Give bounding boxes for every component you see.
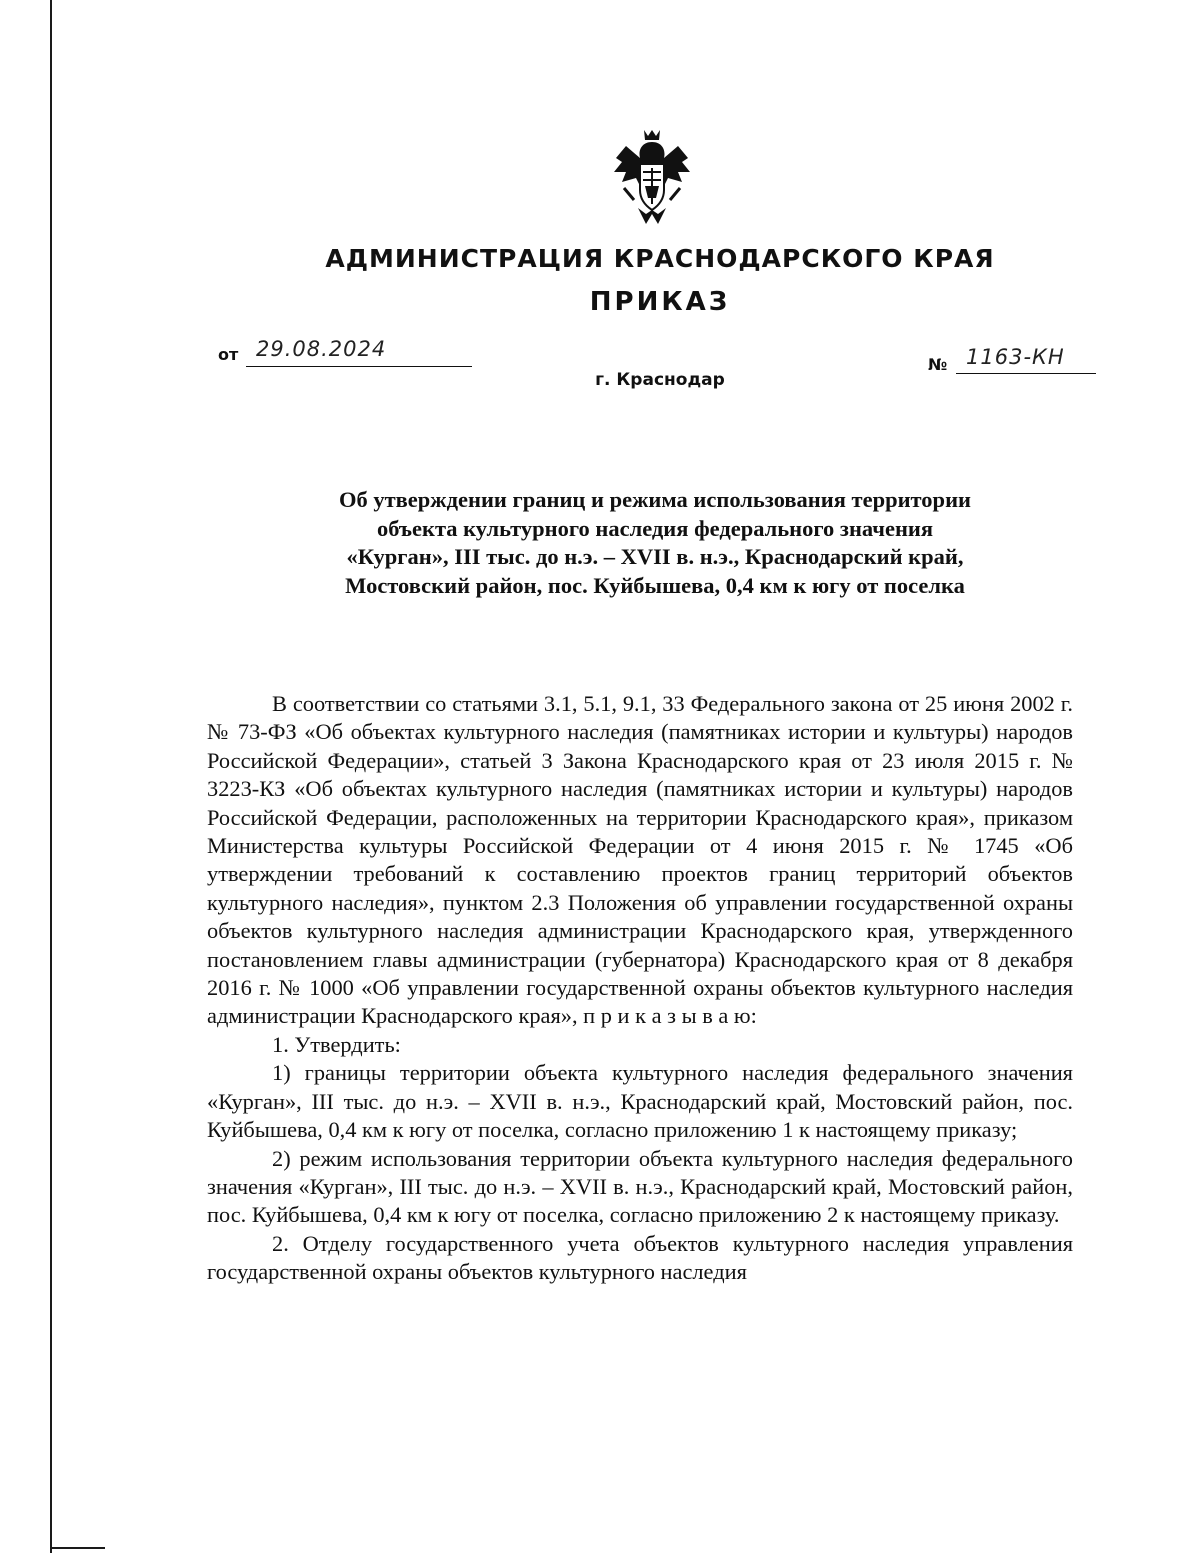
organization-name: АДМИНИСТРАЦИЯ КРАСНОДАРСКОГО КРАЯ bbox=[325, 244, 995, 273]
date-underline bbox=[246, 366, 472, 367]
item-1-1: 1) границы территории объекта культурного наследия федерального значения «Курган», III тыс. до н.э. – XVII в. н.э., Краснодарский край, Мостовский район, пос. Куйбышева, 0,4 км к югу от поселка, согласно приложению 1 к настоящему приказу; bbox=[207, 1060, 1073, 1143]
page-left-edge bbox=[50, 0, 52, 1553]
subject-line: Мостовский район, пос. Куйбышева, 0,4 км к югу от поселка bbox=[345, 572, 965, 598]
subject-line: «Курган», III тыс. до н.э. – XVII в. н.э., Краснодарский край, bbox=[346, 544, 964, 569]
item-2: 2. Отделу государственного учета объектов культурного наследия управления государственной охраны объектов культурного наследия bbox=[207, 1230, 1073, 1285]
number-underline bbox=[956, 373, 1096, 374]
item-1: 1. Утвердить: bbox=[272, 1031, 401, 1057]
coat-of-arms-icon bbox=[612, 128, 692, 228]
city: г. Краснодар bbox=[595, 370, 725, 390]
subject-line: объекта культурного наследия федерального значения bbox=[376, 515, 934, 541]
subject-line: Об утверждении границ и режима использования территории bbox=[338, 487, 972, 512]
date-label: от bbox=[218, 345, 239, 364]
document-body bbox=[207, 690, 1073, 1287]
number-label: № bbox=[928, 355, 948, 374]
document-type: ПРИКАЗ bbox=[589, 287, 731, 317]
page-corner-mark bbox=[50, 1547, 105, 1549]
item-1-2: 2) режим использования территории объекта культурного наследия федерального значения «Курган», III тыс. до н.э. – XVII в. н.э., Краснодарский край, Мостовский район, пос. Куйбышева, 0,4 км к югу от поселка, согласно приложению 2 к настоящему приказу. bbox=[207, 1145, 1073, 1228]
number-value: 1163-КН bbox=[966, 345, 1065, 369]
preamble-paragraph: В соответствии со статьями 3.1, 5.1, 9.1, 33 Федерального закона от 25 июня 2002 г. № 73-ФЗ «Об объектах культурного наследия (памятниках истории и культуры) народов Российской Федерации», статьей 3 Закона Краснодарского края от 23 июля 2015 г. № 3223-КЗ «Об объектах культурного наследия (памятниках истории и культуры) народов Российской Федерации, расположенных на территории Краснодарского края», приказом Министерства культуры Российской Федерации от 4 июня 2015 г. № 1745 «Об утверждении требований к составлению проектов границ территорий объектов культурного наследия», пунктом 2.3 Положения об управлении государственной охраны объектов культурного наследия администрации Краснодарского края, утвержденного постановлением главы администрации (губернатора) Краснодарского края от 8 декабря 2016 г. № 1000 «Об управлении государственной охраны объектов культурного наследия администрации Краснодарского края», п р и к а з ы в а ю: bbox=[207, 691, 1073, 1029]
document-subject bbox=[260, 486, 1050, 600]
date-value: 29.08.2024 bbox=[256, 337, 387, 361]
